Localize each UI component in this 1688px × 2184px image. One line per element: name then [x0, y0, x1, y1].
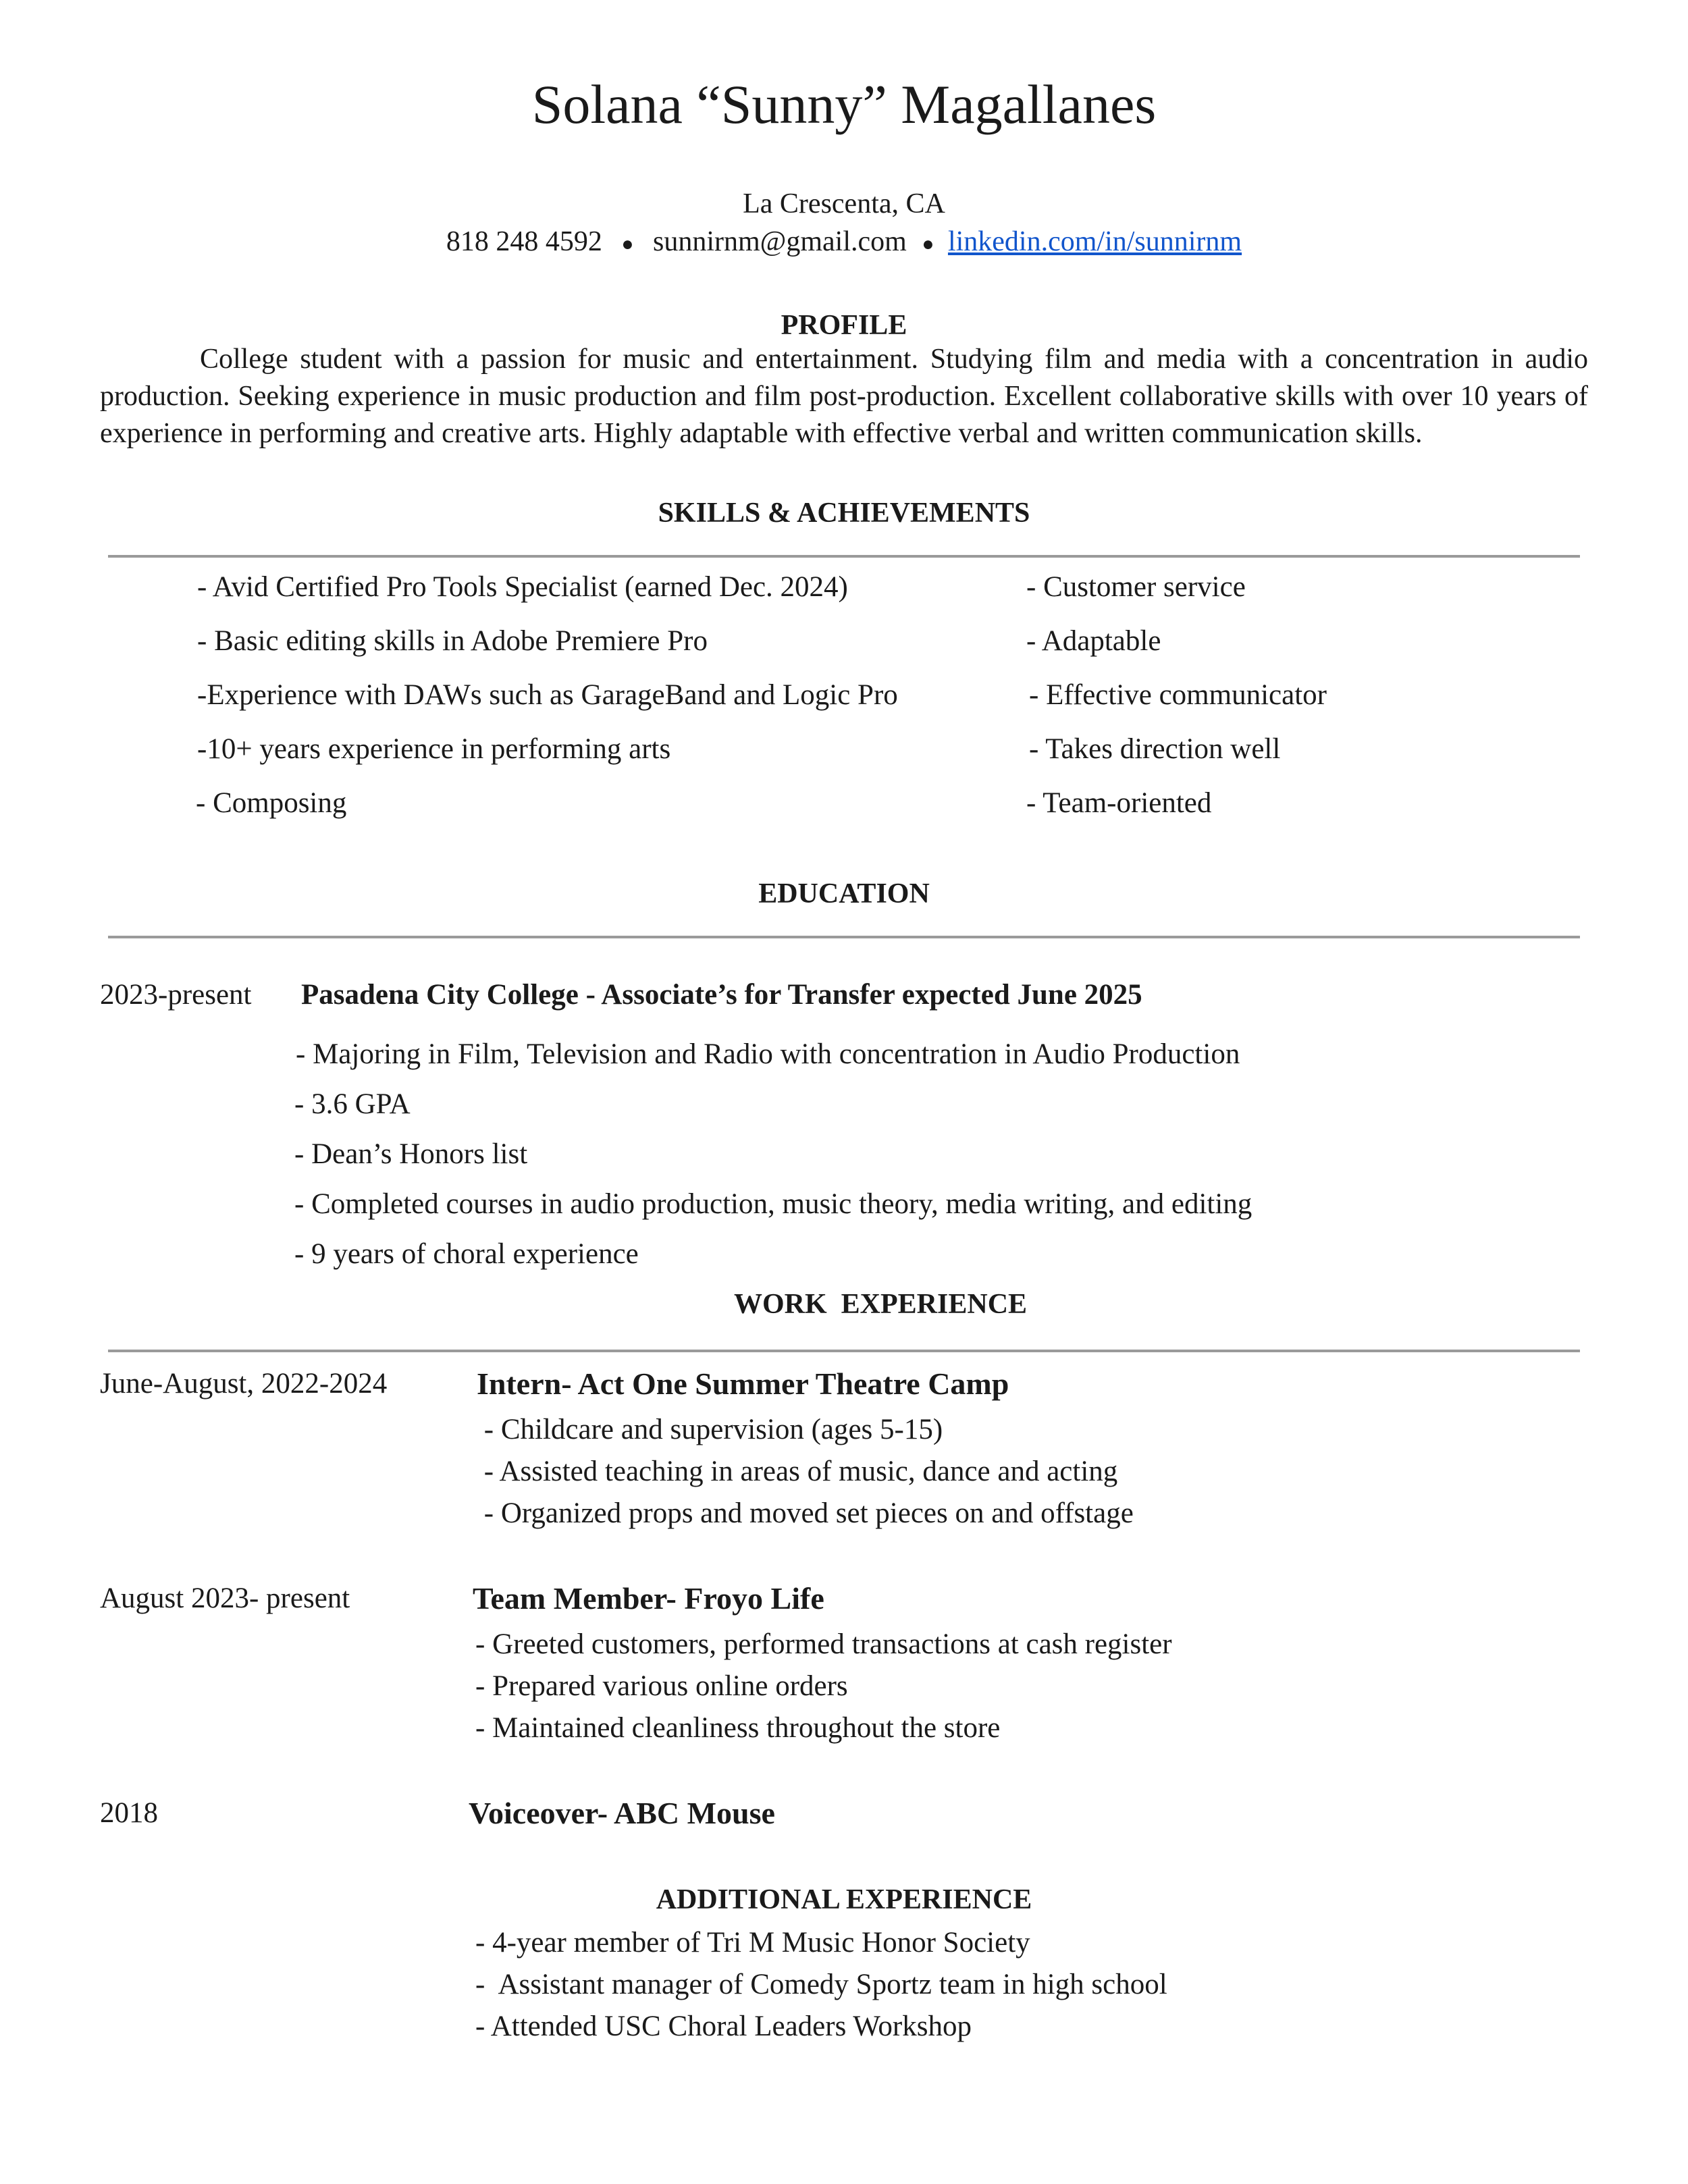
job-bullet: - Prepared various online orders — [475, 1670, 848, 1702]
education-bullet: - Dean’s Honors list — [294, 1138, 528, 1170]
linkedin-link[interactable]: linkedin.com/in/sunnirnm — [947, 226, 1242, 257]
job-dates: August 2023- present — [100, 1582, 350, 1614]
education-bullet: - 3.6 GPA — [294, 1088, 411, 1120]
education-bullet: - 9 years of choral experience — [294, 1238, 639, 1270]
profile-summary: College student with a passion for music and entertainment. Studying film and media with a concentration in audio production. Seeking experience in music production and film post-production. Excellent collaborative skills with over 10 years of experience in performing and creative arts. Highly adaptable with effective verbal and written communication skills. — [100, 344, 1588, 449]
job-title: Intern- Act One Summer Theatre Camp — [477, 1366, 1009, 1401]
additional-bullet: - Attended USC Choral Leaders Workshop — [475, 2010, 972, 2042]
job-bullet: - Greeted customers, performed transactions at cash register — [475, 1628, 1172, 1660]
skill-item: - Avid Certified Pro Tools Specialist (earned Dec. 2024) — [197, 571, 848, 603]
job-title: Team Member- Froyo Life — [473, 1581, 824, 1616]
job-dates: 2018 — [100, 1797, 158, 1829]
candidate-name: Solana “Sunny” Magallanes — [531, 74, 1157, 135]
job-bullet: - Childcare and supervision (ages 5-15) — [477, 1414, 943, 1445]
section-divider — [108, 936, 1580, 938]
skill-item: - Composing — [196, 787, 347, 819]
education-bullet: - Completed courses in audio production, music theory, media writing, and editing — [294, 1188, 1252, 1220]
profile-heading: PROFILE — [781, 310, 907, 341]
skills-heading: SKILLS & ACHIEVEMENTS — [658, 498, 1030, 529]
job-dates: June-August, 2022-2024 — [100, 1368, 388, 1400]
additional-bullet: - Assistant manager of Comedy Sportz team in high school — [475, 1969, 1167, 2000]
job-bullet: - Assisted teaching in areas of music, dance and acting — [477, 1456, 1118, 1487]
job-title: Voiceover- ABC Mouse — [469, 1796, 775, 1830]
additional-bullet: - 4-year member of Tri M Music Honor Society — [475, 1927, 1030, 1959]
bullet-separator-icon: ● — [621, 233, 634, 255]
section-divider — [108, 1350, 1580, 1352]
email: sunnirnm@gmail.com — [653, 226, 907, 257]
soft-skill-item: - Takes direction well — [1029, 733, 1281, 765]
skill-item: -10+ years experience in performing arts — [197, 733, 671, 765]
contact-line — [0, 223, 1688, 263]
work-heading: WORK EXPERIENCE — [734, 1289, 1028, 1320]
skill-item: - Basic editing skills in Adobe Premiere Pro — [197, 625, 708, 657]
section-divider — [108, 555, 1580, 558]
soft-skill-item: - Team-oriented — [1026, 787, 1212, 819]
additional-heading: ADDITIONAL EXPERIENCE — [656, 1884, 1032, 1915]
education-bullet: - Majoring in Film, Television and Radio with concentration in Audio Production — [296, 1038, 1240, 1070]
bullet-separator-icon: ● — [922, 233, 934, 255]
soft-skill-item: - Effective communicator — [1029, 679, 1327, 711]
location: La Crescenta, CA — [743, 188, 945, 219]
education-dates: 2023-present — [100, 979, 252, 1011]
soft-skill-item: - Adaptable — [1026, 625, 1161, 657]
phone: 818 248 4592 — [446, 226, 602, 257]
soft-skill-item: - Customer service — [1026, 571, 1246, 603]
skill-item: -Experience with DAWs such as GarageBand and Logic Pro — [197, 679, 898, 711]
job-bullet: - Maintained cleanliness throughout the store — [475, 1712, 1001, 1744]
education-title: Pasadena City College - Associate’s for Transfer expected June 2025 — [301, 979, 1142, 1011]
job-bullet: - Organized props and moved set pieces on and offstage — [477, 1497, 1134, 1529]
education-heading: EDUCATION — [758, 878, 930, 909]
